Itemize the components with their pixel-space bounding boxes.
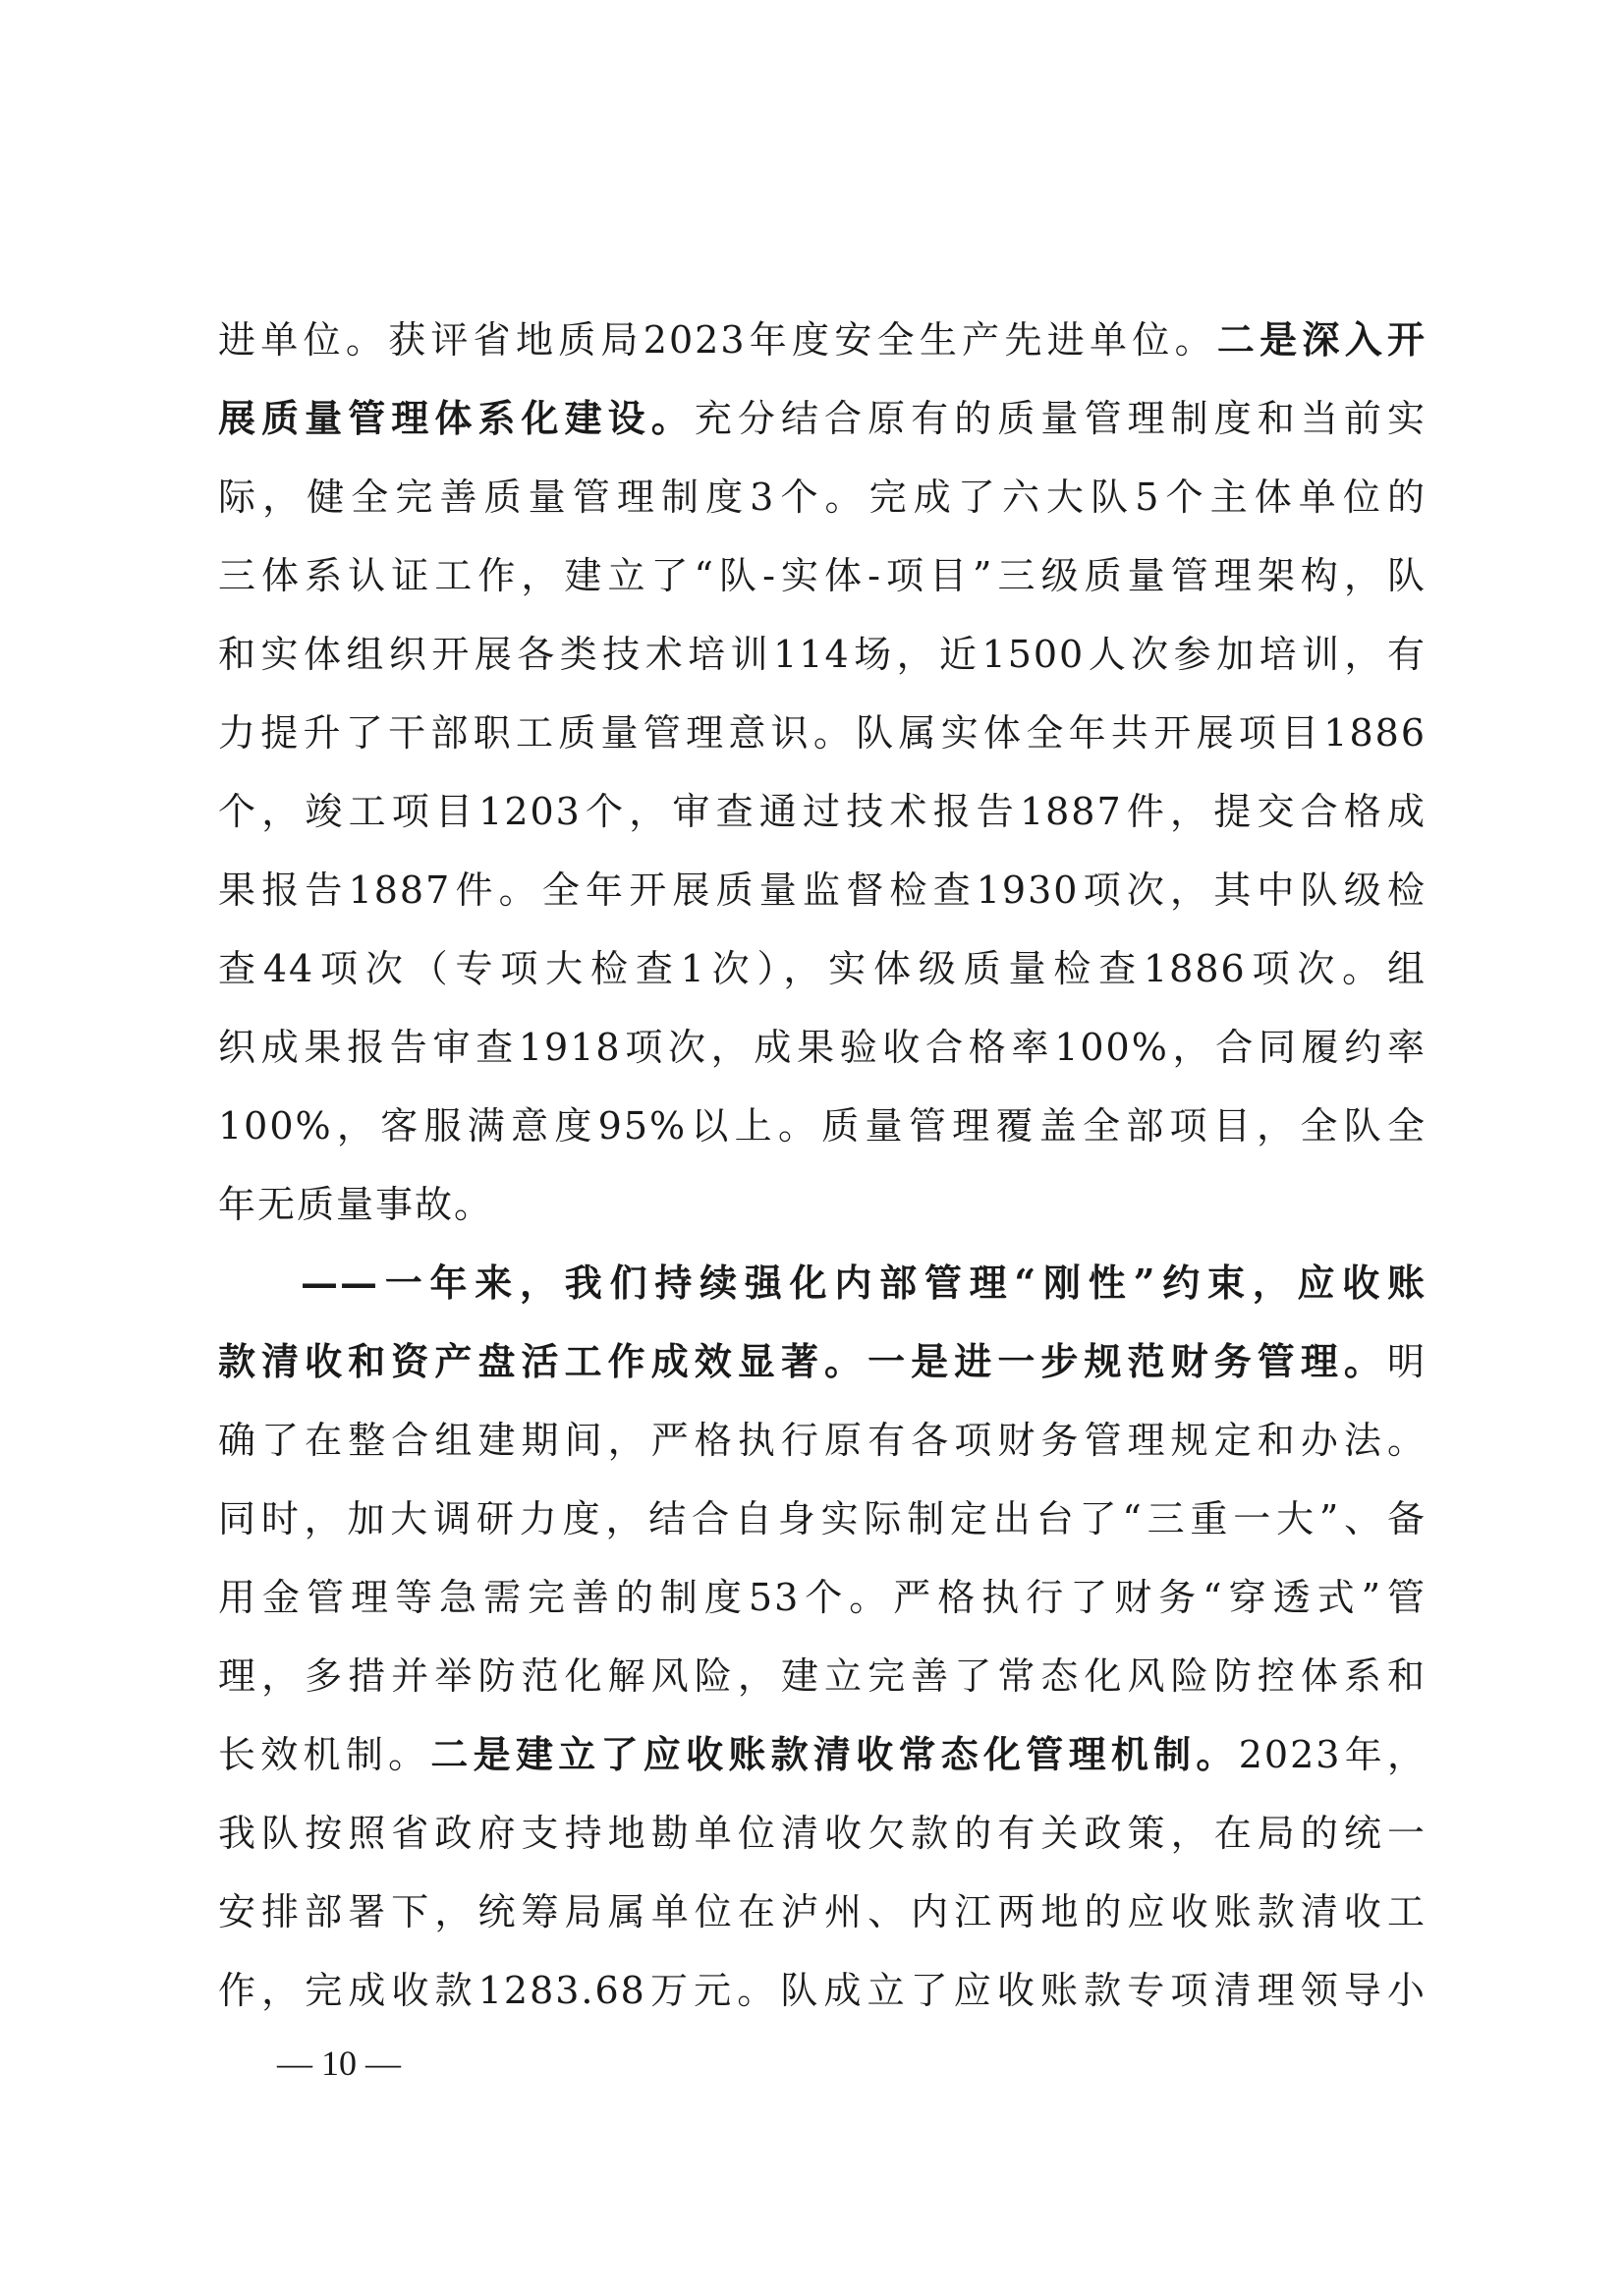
text-line: 理，多措并举防范化解风险，建立完善了常态化风险防控体系和 — [218, 1654, 1427, 1698]
text-line: 同时，加大调研力度，结合自身实际制定出台了“三重一大”、备 — [218, 1497, 1427, 1540]
page-number: — 10 — — [277, 2044, 401, 2083]
text-line: 三体系认证工作，建立了“队-实体-项目”三级质量管理架构，队 — [218, 554, 1427, 597]
text-line: 查44项次（专项大检查1次），实体级质量检查1886项次。组 — [218, 947, 1427, 990]
bold-heading: 展质量管理体系化建设。 — [218, 396, 695, 440]
text-line: 安排部署下，统筹局属单位在泸州、内江两地的应收账款清收工 — [218, 1890, 1427, 1933]
text-line: 力提升了干部职工质量管理意识。队属实体全年共开展项目1886 — [218, 711, 1427, 755]
text-line: 年无质量事故。 — [218, 1183, 494, 1226]
text-line: 确了在整合组建期间，严格执行原有各项财务管理规定和办法。 — [218, 1419, 1427, 1462]
bold-heading: 二是建立了应收账款清收常态化管理机制。 — [430, 1732, 1239, 1776]
text-span: 长效机制。 — [218, 1733, 431, 1776]
text-line: 和实体组织开展各类技术培训114场，近1500人次参加培训，有 — [218, 633, 1427, 676]
text-line: 用金管理等急需完善的制度53个。严格执行了财务“穿透式”管 — [218, 1576, 1427, 1619]
text-span: 明 — [1386, 1340, 1427, 1383]
text-line — [218, 1322, 1427, 1401]
text-line — [218, 379, 1427, 458]
text-span: 2023年， — [1238, 1733, 1427, 1776]
text-line — [218, 1715, 1427, 1794]
text-line: 100%，客服满意度95%以上。质量管理覆盖全部项目，全队全 — [218, 1104, 1427, 1148]
text-line: 作，完成收款1283.68万元。队成立了应收账款专项清理领导小 — [218, 1969, 1427, 2012]
text-line: 际，健全完善质量管理制度3个。完成了六大队5个主体单位的 — [218, 476, 1427, 519]
text-line: 我队按照省政府支持地勘单位清收欠款的有关政策，在局的统一 — [218, 1812, 1427, 1855]
text-span: 充分结合原有的质量管理制度和当前实 — [694, 397, 1427, 440]
bold-heading: 二是深入开 — [1216, 317, 1427, 362]
text-line — [218, 301, 1427, 379]
body-text — [218, 301, 1427, 2030]
text-line: 织成果报告审查1918项次，成果验收合格率100%，合同履约率 — [218, 1026, 1427, 1069]
section-heading-line: ——一年来，我们持续强化内部管理“刚性”约束，应收账 — [301, 1260, 1427, 1305]
text-span: 进单位。获评省地质局2023年度安全生产先进单位。 — [218, 318, 1217, 362]
text-line: 个，竣工项目1203个，审查通过技术报告1887件，提交合格成 — [218, 790, 1427, 833]
bold-heading: 款清收和资产盘活工作成效显著。一是进一步规范财务管理。 — [218, 1339, 1387, 1383]
text-line: 果报告1887件。全年开展质量监督检查1930项次，其中队级检 — [218, 868, 1427, 912]
